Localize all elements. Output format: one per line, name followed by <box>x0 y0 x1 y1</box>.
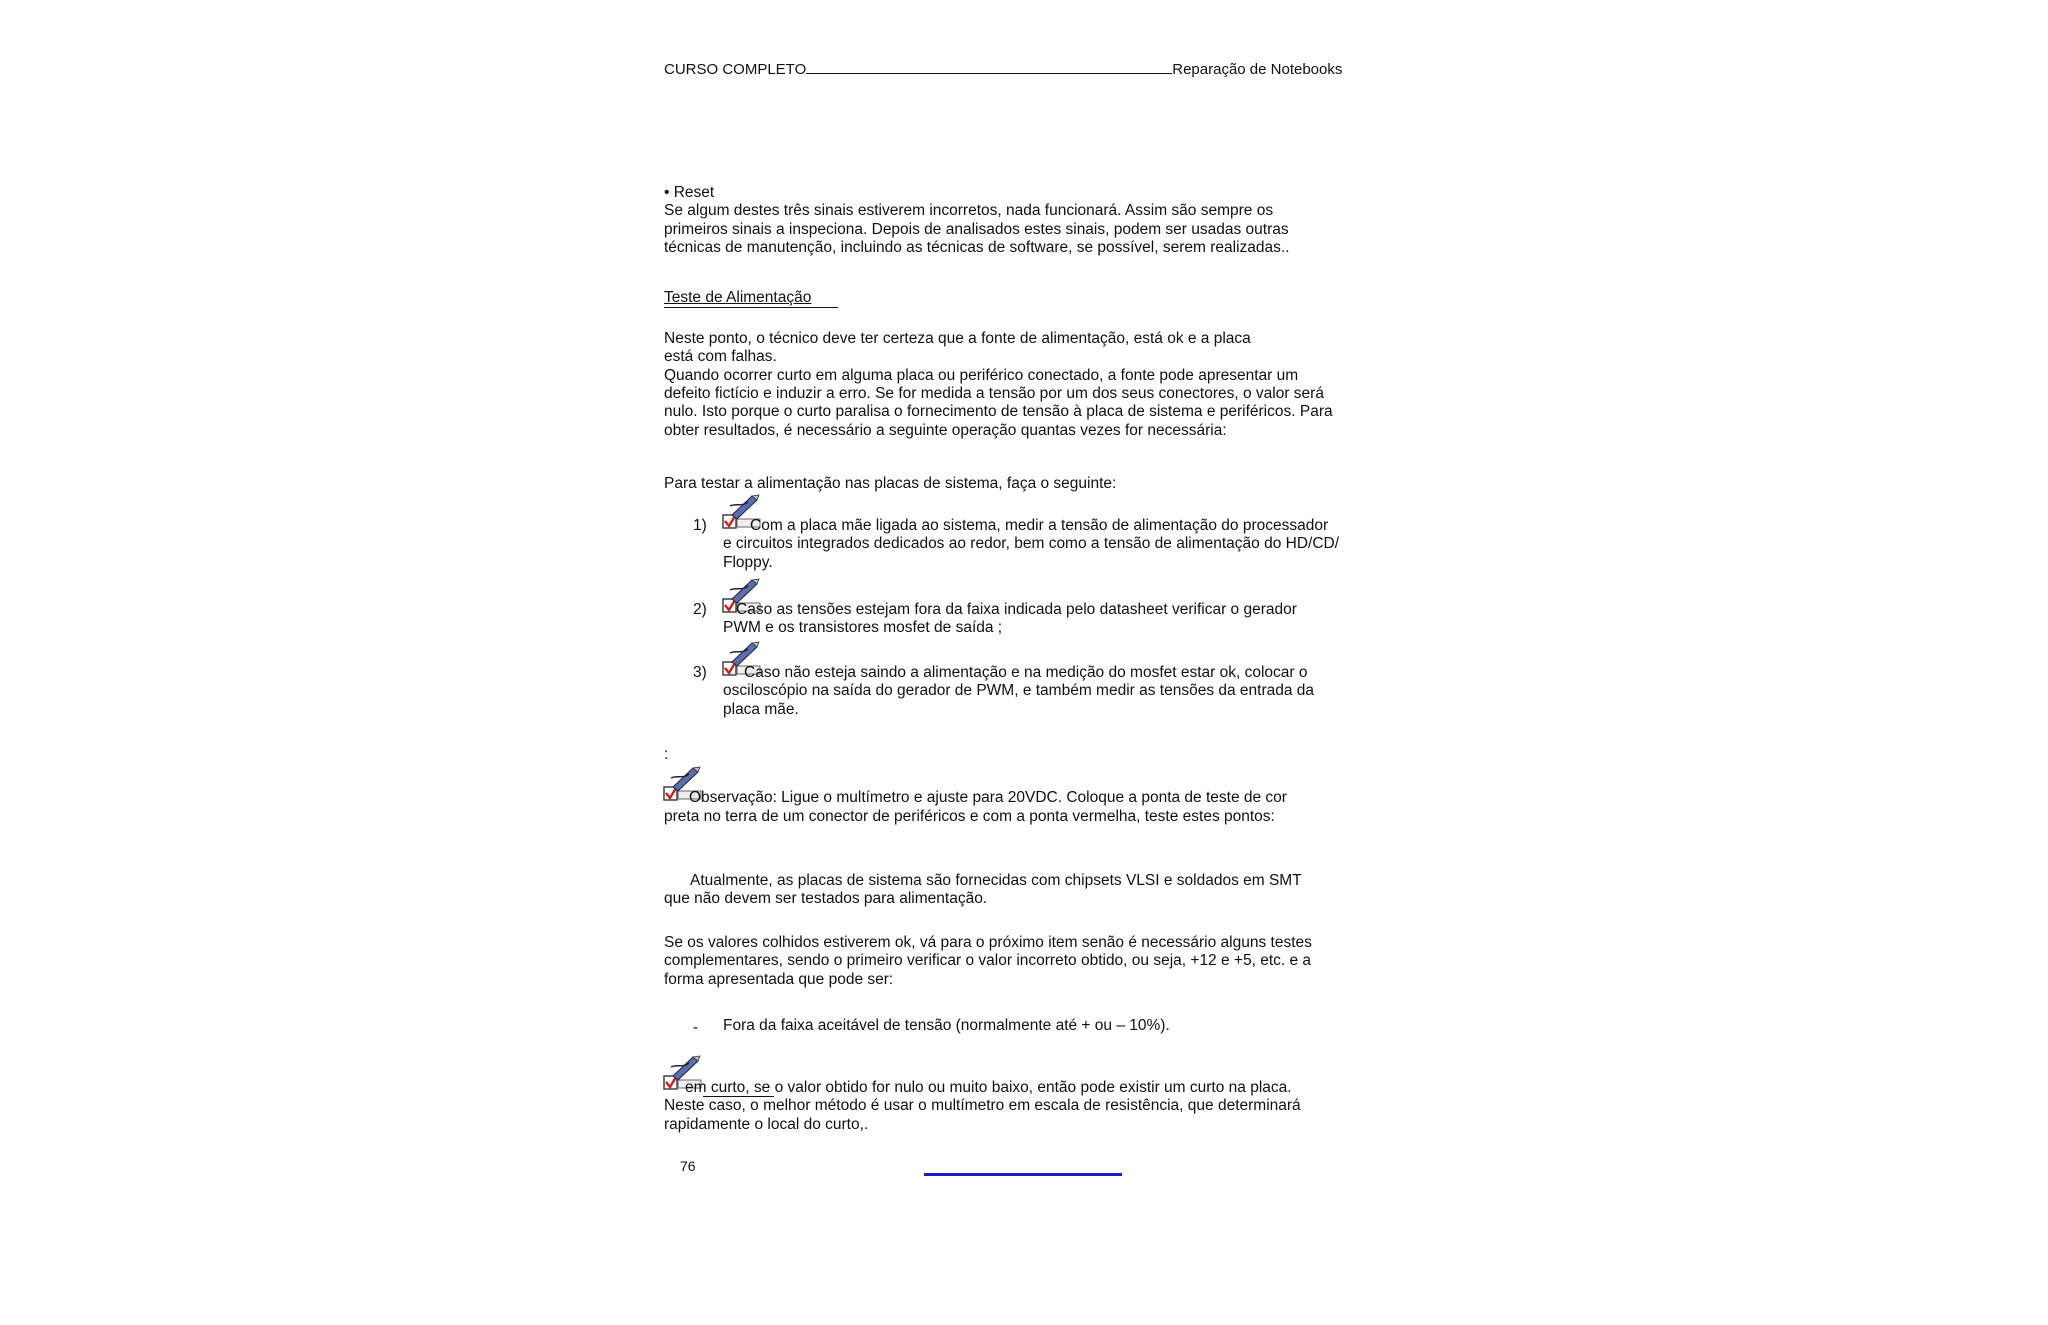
test-intro: Para testar a alimentação nas placas de sistema, faça o seguinte: <box>664 475 1117 492</box>
dash-item-text: Fora da faixa aceitável de tensão (normalmente até + ou – 10%). <box>723 1017 1170 1034</box>
step-line: placa mãe. <box>723 701 799 718</box>
step-line: PWM e os transistores mosfet de saída ; <box>723 619 1003 636</box>
intro-line: está com falhas. <box>664 348 777 365</box>
intro-line: Quando ocorrer curto em alguma placa ou periférico conectado, a fonte pode apresentar um <box>664 367 1299 384</box>
reset-line: técnicas de manutenção, incluindo as técnicas de software, se possível, serem realizadas.. <box>664 239 1290 256</box>
short-line: rapidamente o local do curto,. <box>664 1116 869 1133</box>
step-line: e circuitos integrados dedicados ao redor, bem como a tensão de alimentação do HD/CD/ <box>723 535 1340 552</box>
reset-bullet: • Reset <box>664 184 715 201</box>
observation-line: Observação: Ligue o multímetro e ajuste para 20VDC. Coloque a ponta de teste de cor <box>689 789 1287 806</box>
intro-line: obter resultados, é necessário a seguinte operação quantas vezes for necessária: <box>664 422 1227 439</box>
step-line: Floppy. <box>723 554 773 571</box>
values-line: Se os valores colhidos estiverem ok, vá para o próximo item senão é necessário alguns testes <box>664 934 1312 951</box>
intro-line: nulo. Isto porque o curto paralisa o fornecimento de tensão à placa de sistema e periféricos. Para <box>664 403 1333 420</box>
observation-line: preta no terra de um conector de periféricos e com a ponta vermelha, teste estes pontos: <box>664 808 1275 825</box>
current-line: que não devem ser testados para alimentação. <box>664 890 988 907</box>
step-line: Caso as tensões estejam fora da faixa indicada pelo datasheet verificar o gerador <box>736 601 1297 618</box>
short-first-line <box>685 1079 1292 1098</box>
current-line: Atualmente, as placas de sistema são fornecidas com chipsets VLSI e soldados em SMT <box>690 872 1302 889</box>
step-line: Com a placa mãe ligada ao sistema, medir a tensão de alimentação do processador <box>750 517 1329 534</box>
short-lead: em curto, se <box>685 1079 771 1096</box>
section-title: Teste de Alimentação <box>664 289 812 306</box>
step-number: 3) <box>693 664 707 681</box>
header-left: CURSO COMPLETO <box>664 61 807 78</box>
reset-line: Se algum destes três sinais estiverem incorretos, nada funcionará. Assim são sempre os <box>664 202 1274 219</box>
section-title-underline <box>664 307 838 308</box>
step-number: 1) <box>693 517 707 534</box>
step-line: osciloscópio na saída do gerador de PWM, e também medir as tensões da entrada da <box>723 682 1315 699</box>
stray-colon: : <box>664 746 669 763</box>
page-number: 76 <box>680 1158 696 1174</box>
step-number: 2) <box>693 601 707 618</box>
short-line: Neste caso, o melhor método é usar o multímetro em escala de resistência, que determinará <box>664 1097 1301 1114</box>
short-rest: o valor obtido for nulo ou muito baixo, então pode existir um curto na placa. <box>770 1079 1292 1096</box>
intro-line: defeito fictício e induzir a erro. Se for medida a tensão por um dos seus conectores, o valor será <box>664 385 1324 402</box>
reset-line: primeiros sinais a inspeciona. Depois de analisados estes sinais, podem ser usadas outras <box>664 221 1289 238</box>
values-line: forma apresentada que pode ser: <box>664 971 894 988</box>
header-right: Reparação de Notebooks <box>1172 61 1343 78</box>
values-line: complementares, sendo o primeiro verificar o valor incorreto obtido, ou seja, +12 e +5, etc. e a <box>664 952 1312 969</box>
page-header <box>664 61 1343 78</box>
step-line: Caso não esteja saindo a alimentação e na medição do mosfet estar ok, colocar o <box>744 664 1308 681</box>
intro-line: Neste ponto, o técnico deve ter certeza que a fonte de alimentação, está ok e a placa <box>664 330 1251 347</box>
footer-link-line <box>924 1173 1122 1176</box>
dash-marker: - <box>693 1019 699 1036</box>
